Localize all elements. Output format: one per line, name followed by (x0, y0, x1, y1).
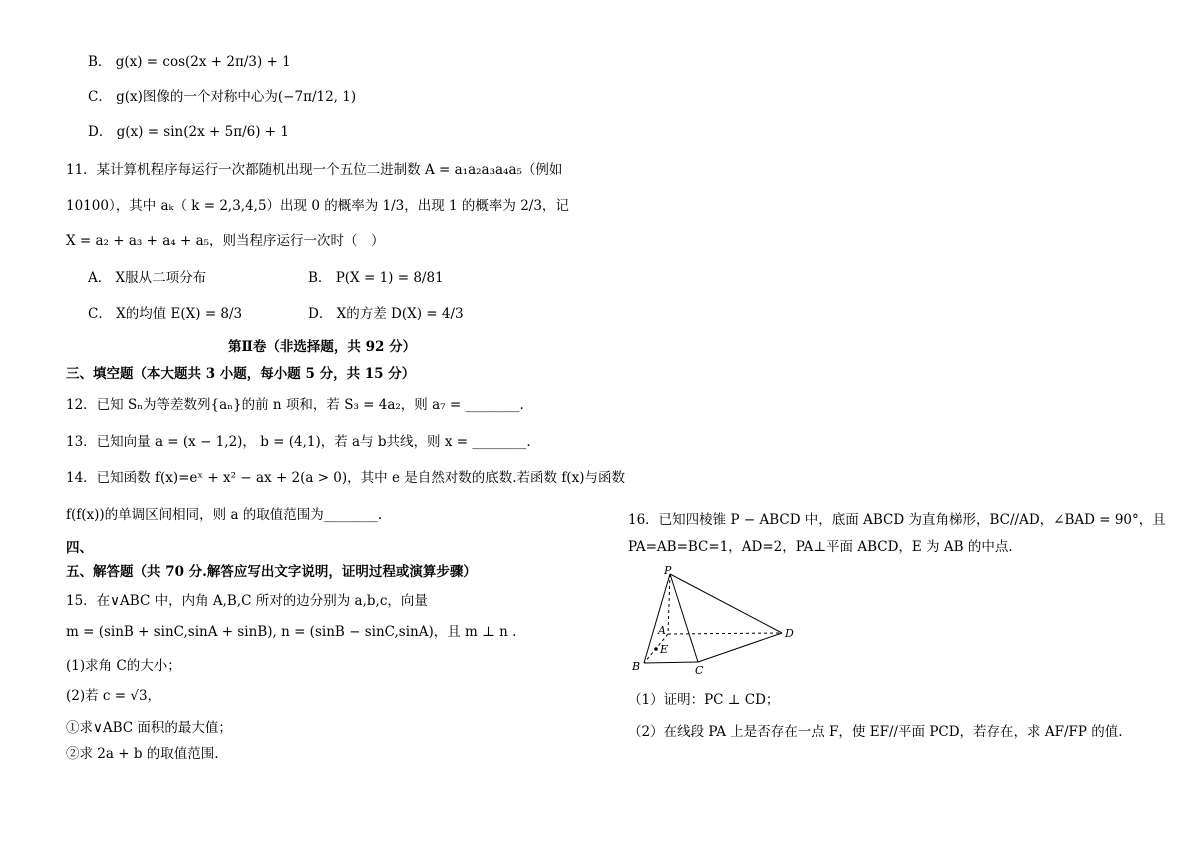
question-15-part-1: (1)求角 C的大小； (66, 658, 181, 674)
question-16-part-1: （1）证明：PC ⊥ CD； (628, 692, 780, 708)
edge-cd (698, 633, 782, 662)
option-d: D． g(x) = sin(2x + 5π/6) + 1 (88, 124, 289, 140)
section-3-title: 三、填空题（本大题共 3 小题，每小题 5 分，共 15 分） (66, 366, 416, 382)
question-16-part-2: （2）在线段 PA 上是否存在一点 F，使 EF//平面 PCD，若存在，求 AF/FP 的值. (628, 724, 1123, 740)
question-14-line1: 14．已知函数 f(x)=eˣ + x² − ax + 2(a > 0)，其中 e 是自然对数的底数.若函数 f(x)与函数 (66, 470, 625, 486)
edge-bc (644, 662, 698, 663)
question-12: 12．已知 Sₙ为等差数列{aₙ}的前 n 项和，若 S₃ = 4a₂，则 a₇ = ________. (66, 397, 524, 413)
question-11-option-b: B． P(X = 1) = 8/81 (308, 270, 444, 286)
question-13: 13．已知向量 a = (x − 1,2)， b = (4,1)，若 a与 b共线，则 x = ________. (66, 434, 531, 450)
edge-pc (670, 574, 698, 662)
label-p: P (664, 566, 672, 577)
question-15-line1: 15．在∨ABC 中，内角 A,B,C 所对的边分别为 a,b,c，向量 (66, 593, 428, 609)
question-11-option-d: D． X的方差 D(X) = 4/3 (308, 306, 464, 322)
option-b: B． g(x) = cos(2x + 2π/3) + 1 (88, 54, 291, 70)
section-4-title: 四、 (66, 540, 93, 556)
question-15-part-2: (2)若 c = √3， (66, 688, 162, 704)
part-2-title: 第Ⅱ卷（非选择题，共 92 分） (228, 339, 417, 355)
point-e (654, 647, 658, 651)
question-15-line2: m = (sinB + sinC,sinA + sinB), n = (sinB − sinC,sinA)，且 m ⊥ n . (66, 624, 517, 640)
edge-ad (668, 633, 782, 634)
edge-pd (670, 574, 782, 633)
label-e: E (660, 643, 669, 656)
edge-pa (668, 574, 670, 634)
question-15-part-2b: ②求 2a + b 的取值范围. (66, 746, 219, 762)
label-b: B (632, 660, 641, 673)
section-5-title: 五、解答题（共 70 分.解答应写出文字说明，证明过程或演算步骤） (66, 564, 477, 580)
question-11-line2: 10100），其中 aₖ（ k = 2,3,4,5）出现 0 的概率为 1/3，出现 1 的概率为 2/3，记 (66, 198, 569, 214)
question-11-line1: 11．某计算机程序每运行一次都随机出现一个五位二进制数 A = a₁a₂a₃a₄a₅（例如 (66, 162, 563, 178)
label-c: C (695, 664, 704, 677)
option-c: C． g(x)图像的一个对称中心为(−7π/12, 1) (88, 89, 357, 105)
question-11-option-c: C． X的均值 E(X) = 8/3 (88, 306, 243, 322)
question-16-line1: 16．已知四棱锥 P − ABCD 中，底面 ABCD 为直角梯形，BC//AD，∠BAD = 90°，且 (628, 512, 1166, 528)
question-16-line2: PA=AB=BC=1，AD=2，PA⊥平面 ABCD，E 为 AB 的中点. (628, 539, 1013, 555)
question-14-line2: f(f(x))的单调区间相同，则 a 的取值范围为________. (66, 507, 383, 523)
question-15-part-2a: ①求∨ABC 面积的最大值； (66, 720, 232, 736)
label-a: A (658, 624, 666, 637)
question-11-line3: X = a₂ + a₃ + a₄ + a₅，则当程序运行一次时（ ） (66, 233, 385, 249)
question-11-option-a: A． X服从二项分布 (88, 270, 207, 286)
label-d: D (785, 627, 794, 640)
pyramid-figure (622, 566, 802, 681)
